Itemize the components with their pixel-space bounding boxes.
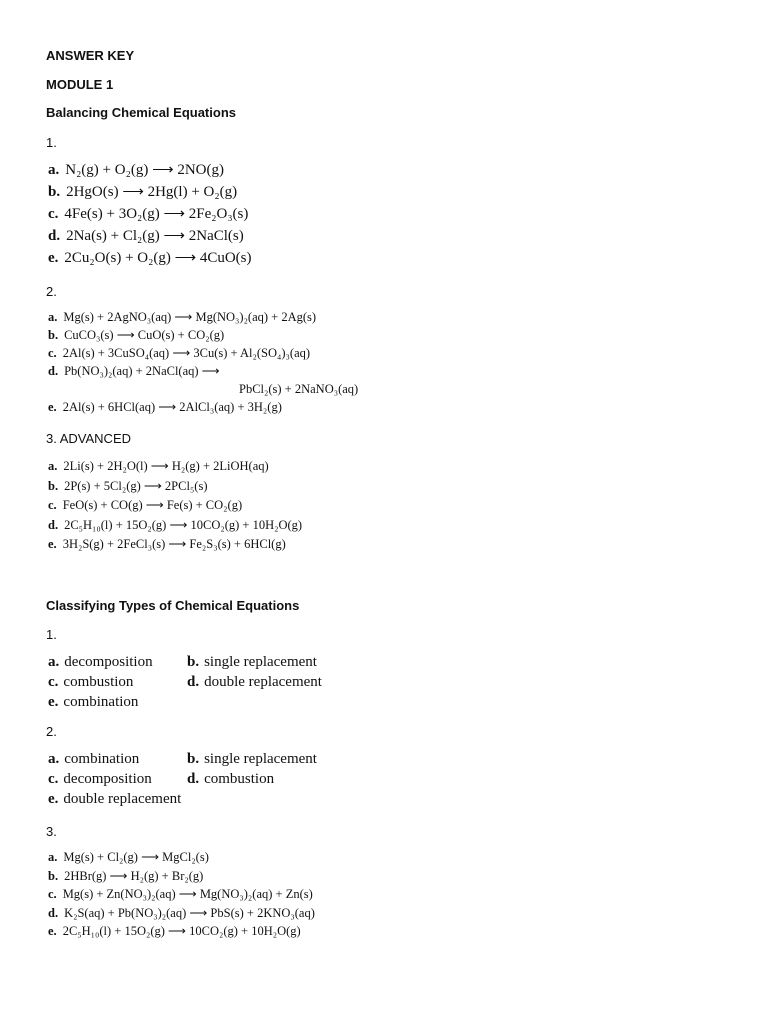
classifying-q1-number: 1. [46,627,57,642]
balancing-q2-list [48,311,358,419]
answer-item: b. single replacement [187,751,317,767]
equation-line: d. 2Na(s) + Cl₂(g) ⟶ 2NaCl(s) [48,228,244,244]
classifying-q2-number: 2. [46,724,57,739]
answer-item: e. combination [48,694,139,710]
equation-line: a. N₂(g) + O₂(g) ⟶ 2NO(g) [48,162,224,178]
equation-line: a. Mg(s) + 2AgNO₃(aq) ⟶ Mg(NO₃)₂(aq) + 2Ag(s) [48,310,317,324]
answer-item: c. combustion [48,674,134,690]
classifying-heading: Classifying Types of Chemical Equations [46,598,300,613]
equation-line: b. 2HgO(s) ⟶ 2Hg(l) + O₂(g) [48,184,238,200]
answer-item: b. single replacement [187,654,317,670]
equation-line: e. 2Al(s) + 6HCl(aq) ⟶ 2AlCl₃(aq) + 3H₂(g) [48,400,282,414]
answer-key-title: ANSWER KEY [46,48,135,63]
balancing-q3-number: 3. ADVANCED [46,431,132,446]
equation-line: c. FeO(s) + CO(g) ⟶ Fe(s) + CO₂(g) [48,498,243,512]
equation-line: d. Pb(NO₃)₂(aq) + 2NaCl(aq) ⟶ [48,364,220,378]
balancing-heading: Balancing Chemical Equations [46,105,236,120]
answer-item: a. combination [48,751,140,767]
equation-line: a. Mg(s) + Cl₂(g) ⟶ MgCl₂(s) [48,850,209,864]
module-title: MODULE 1 [46,77,114,92]
classifying-q3-list [48,851,315,944]
equation-line: d. K₂S(aq) + Pb(NO₃)₂(aq) ⟶ PbS(s) + 2KNO₃(aq) [48,905,315,920]
equation-line: c. Mg(s) + Zn(NO₃)₂(aq) ⟶ Mg(NO₃)₂(aq) + Zn(s) [48,887,313,901]
answer-item: d. double replacement [187,674,322,690]
equation-line: e. 2C₅H₁₀(l) + 15O₂(g) ⟶ 10CO₂(g) + 10H₂O(g) [48,924,301,938]
balancing-q1-number: 1. [46,135,57,150]
equation-line: e. 2Cu₂O(s) + O₂(g) ⟶ 4CuO(s) [48,250,252,266]
equation-line: c. 4Fe(s) + 3O₂(g) ⟶ 2Fe₂O₃(s) [48,206,249,222]
equation-line: a. 2Li(s) + 2H₂O(l) ⟶ H₂(g) + 2LiOH(aq) [48,459,269,473]
balancing-q1-list [48,163,252,273]
balancing-q2-number: 2. [46,284,57,299]
equation-line: b. 2P(s) + 5Cl₂(g) ⟶ 2PCl₅(s) [48,478,208,493]
answer-item: d. combustion [187,771,275,787]
equation-line: b. CuCO₃(s) ⟶ CuO(s) + CO₂(g) [48,328,225,342]
answer-item: c. decomposition [48,771,152,787]
answer-item: a. decomposition [48,654,153,670]
equation-continuation: PbCl₂(s) + 2NaNO₃(aq) [239,382,359,396]
equation-line: e. 3H₂S(g) + 2FeCl₃(s) ⟶ Fe₂S₃(s) + 6HCl(g) [48,537,286,551]
equation-line: d. 2C₅H₁₀(l) + 15O₂(g) ⟶ 10CO₂(g) + 10H₂O(g) [48,517,303,532]
equation-line: c. 2Al(s) + 3CuSO₄(aq) ⟶ 3Cu(s) + Al₂(SO₄)₃(aq) [48,346,311,360]
answer-item: e. double replacement [48,791,182,807]
classifying-q3-number: 3. [46,824,57,839]
equation-line: b. 2HBr(g) ⟶ H₂(g) + Br₂(g) [48,868,204,883]
balancing-q3-list [48,460,302,558]
